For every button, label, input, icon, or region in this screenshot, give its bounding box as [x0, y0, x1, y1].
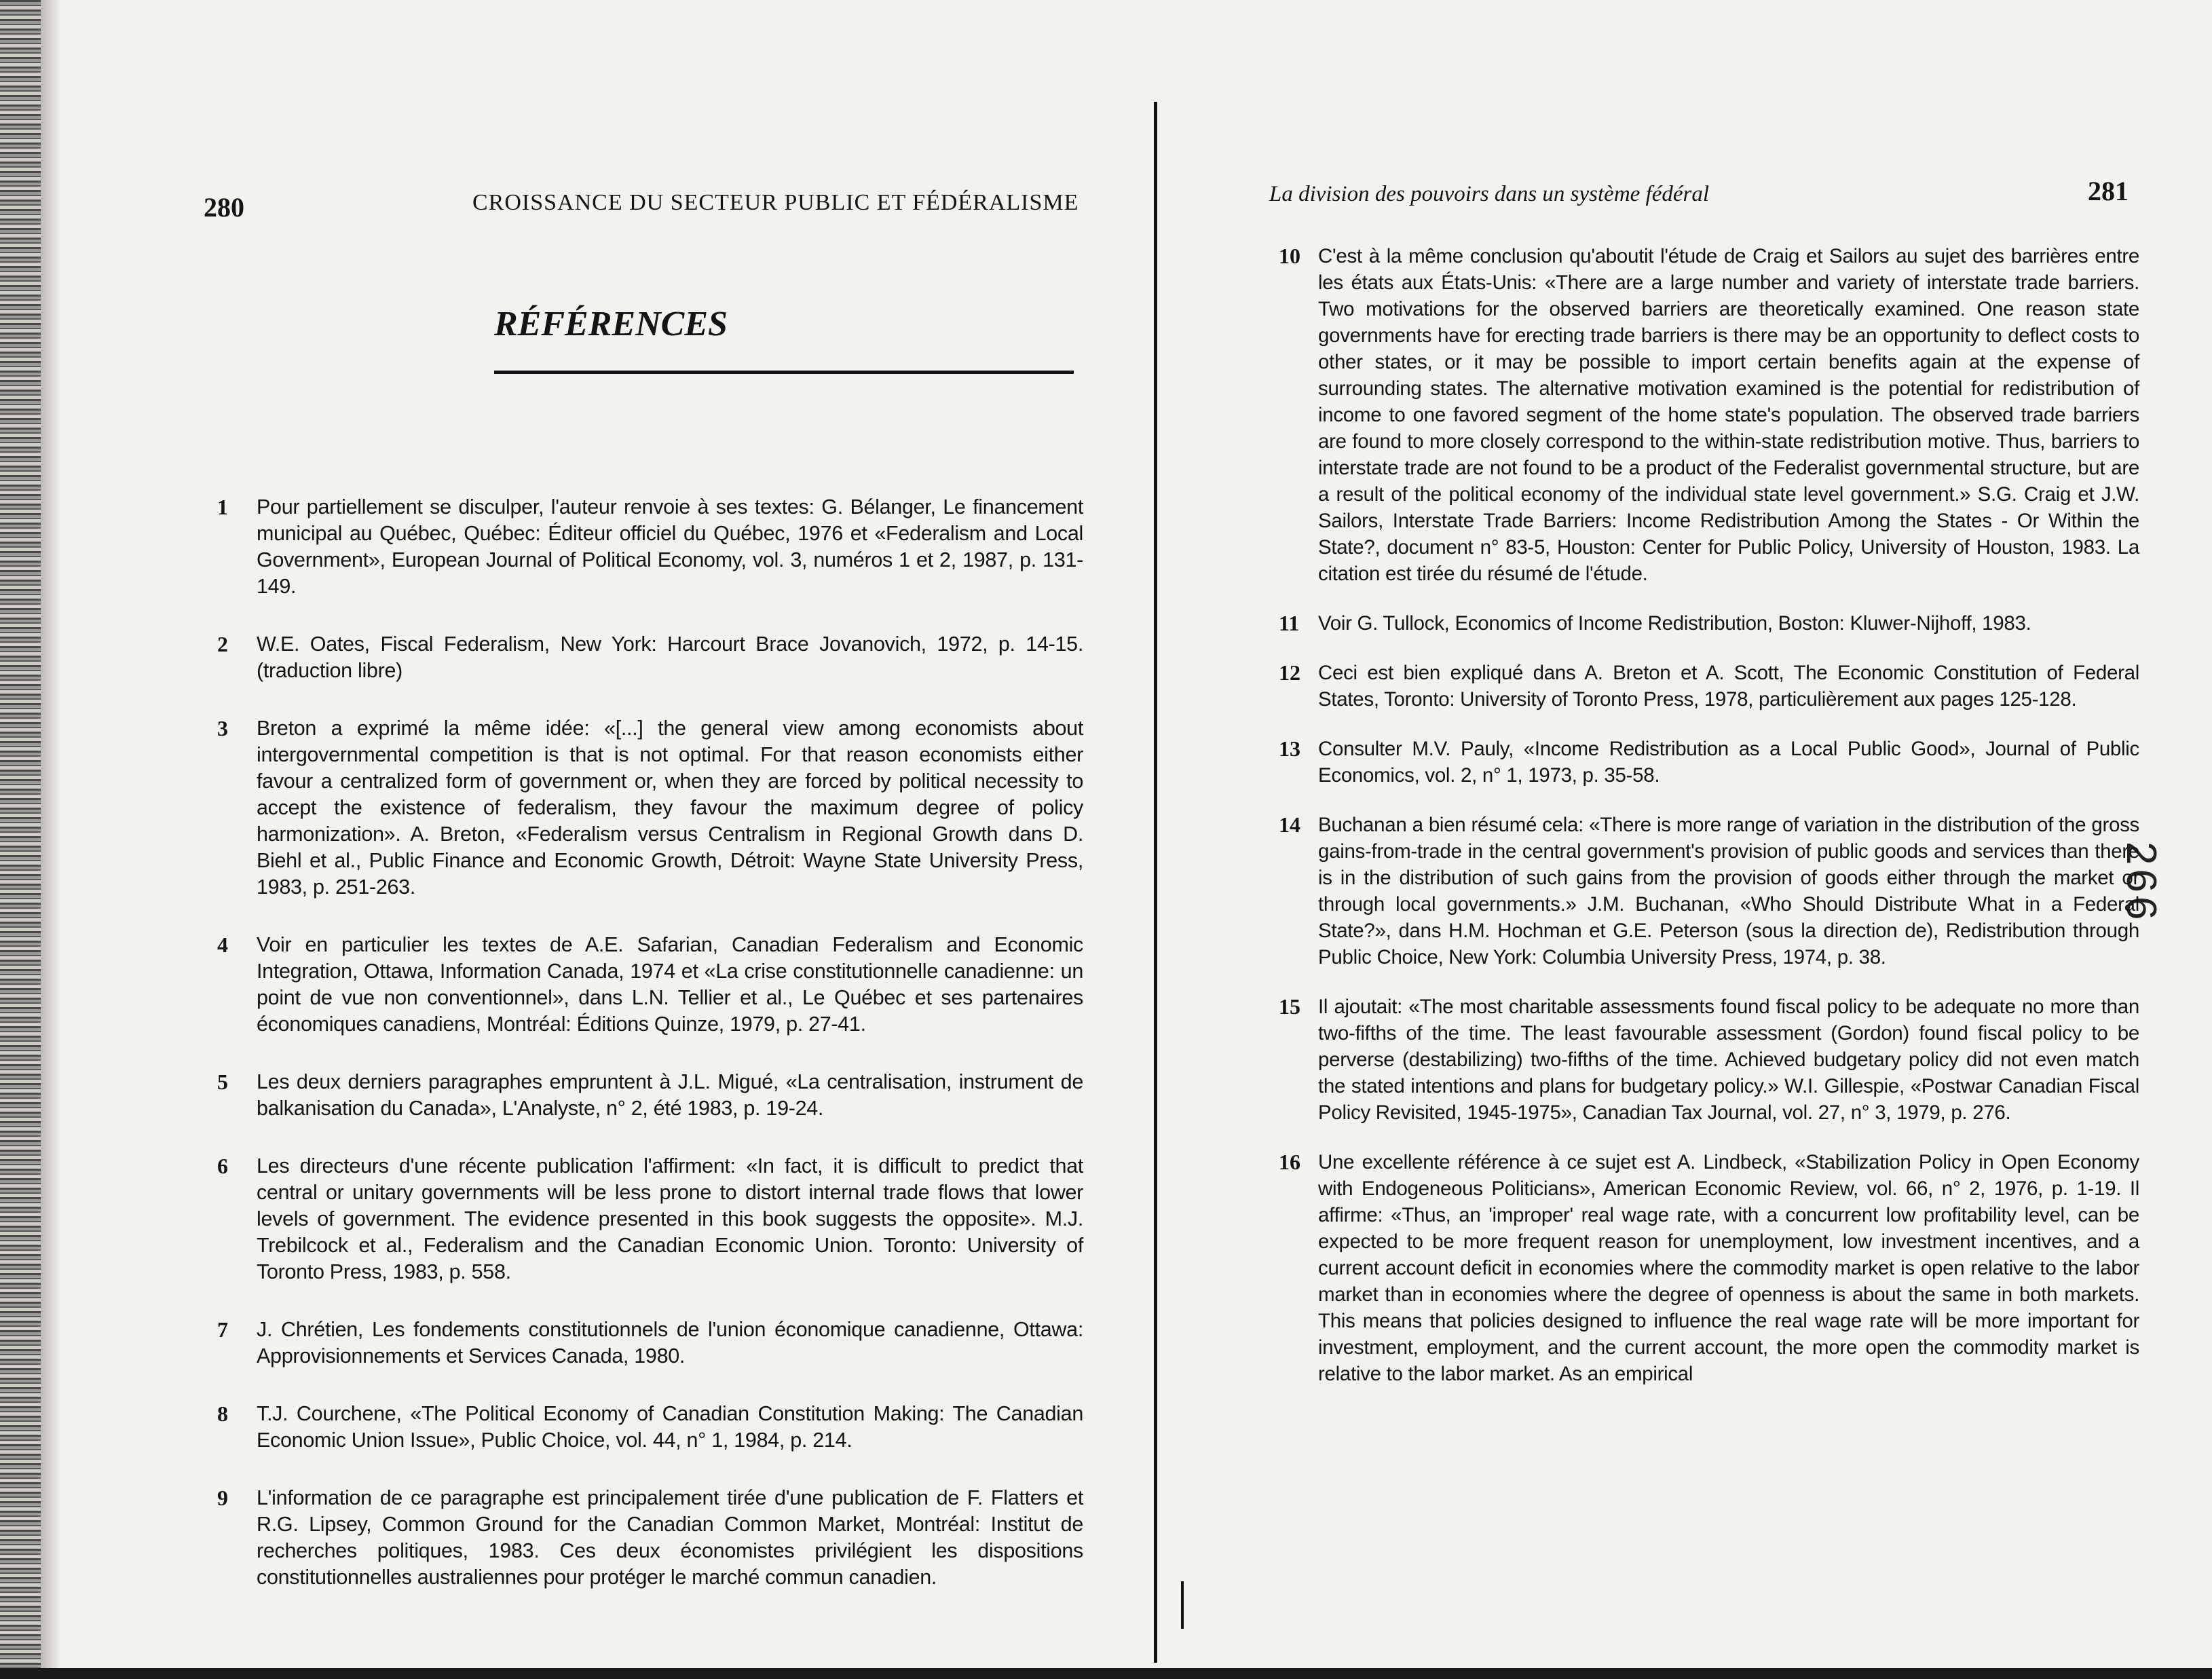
reference-number: 10: [1279, 244, 1300, 268]
book-spine-gutter: [1154, 102, 1157, 1663]
right-page-number: 281: [2088, 176, 2129, 206]
reference-item: [1279, 812, 2139, 970]
scan-bottom-edge: [0, 1668, 2212, 1679]
reference-number: 15: [1279, 994, 1300, 1019]
reference-text: W.E. Oates, Fiscal Federalism, New York: Harcourt Brace Jovanovich, 1972, p. 14-15. (traduction libre): [257, 633, 1083, 682]
reference-number: 5: [217, 1070, 228, 1094]
reference-number: 11: [1279, 611, 1300, 635]
reference-number: 12: [1279, 660, 1300, 685]
left-reference-list: [217, 494, 1083, 1591]
reference-text: T.J. Courchene, «The Political Economy of Canadian Constitution Making: The Canadian Economic Union Issue», Public Choice, vol. 44, n° 1, 1984, p. 214.: [257, 1402, 1083, 1452]
reference-text: Consulter M.V. Pauly, «Income Redistribution as a Local Public Good», Journal of Public Economics, vol. 2, n° 1, 1973, p. 35-58.: [1318, 738, 2139, 787]
gutter-mark: [1181, 1581, 1184, 1629]
reference-number: 9: [217, 1486, 228, 1510]
reference-item: [217, 932, 1083, 1038]
title-rule: [494, 371, 1074, 374]
reference-text: Pour partiellement se disculper, l'auteur renvoie à ses textes: G. Bélanger, Le financement municipal au Québec, Québec: Éditeur officiel du Québec, 1976 et «Federalism and Local Government», European Journal of Political Economy, vol. 3, numéros 1 et 2, 1987, p. 131-149.: [257, 495, 1083, 598]
binding-shadow: [41, 0, 61, 1679]
reference-text: Les directeurs d'une récente publication l'affirment: «In fact, it is difficult to predict that central or unitary governments will be less prone to distort internal trade flows that lower levels of government. The evidence presented in this book suggests the opposite». M.J. Trebilcock et al., Federalism and the Canadian Economic Union. Toronto: University of Toronto Press, 1983, p. 558.: [257, 1154, 1083, 1283]
right-reference-list: [1279, 243, 2139, 1387]
reference-text: Voir G. Tullock, Economics of Income Redistribution, Boston: Kluwer-Nijhoff, 1983.: [1318, 612, 2031, 635]
reference-item: [1279, 994, 2139, 1126]
reference-text: Il ajoutait: «The most charitable assessments found fiscal policy to be adequate no more than two-fifths of the time. The least favourable assessment (Gordon) found fiscal policy to be perverse (destabilizing) two-fifths of the time. Achieved budgetary policy did not even match the stated intentions and plans for budgetary policy.» W.I. Gillespie, «Postwar Canadian Fiscal Policy Revisited, 1945-1975», Canadian Tax Journal, vol. 27, n° 3, 1979, p. 276.: [1318, 996, 2139, 1124]
reference-number: 14: [1279, 812, 1300, 837]
reference-item: [217, 715, 1083, 901]
reference-text: Buchanan a bien résumé cela: «There is more range of variation in the distribution of the gross gains-from-trade in the central government's provision of public goods and services than there is in the distribution of such gains from the provision of goods either through the market or through local governments.» J.M. Buchanan, «Who Should Distribute What in a Federal State?», dans H.M. Hochman et G.E. Peterson (sous la direction de), Redistribution through Public Choice, New York: Columbia University Press, 1974, p. 38.: [1318, 814, 2139, 968]
reference-item: [217, 1153, 1083, 1285]
section-title: RÉFÉRENCES: [494, 305, 728, 343]
reference-number: 8: [217, 1401, 228, 1426]
reference-item: [217, 1069, 1083, 1122]
reference-item: [1279, 1149, 2139, 1387]
left-page-number: 280: [204, 192, 244, 223]
reference-item: [1279, 660, 2139, 713]
reference-text: L'information de ce paragraphe est principalement tirée d'une publication de F. Flatters et R.G. Lipsey, Common Ground for the Canadian Common Market, Montréal: Institut de recherches politiques, 1983. Ces deux économistes privilégient les dispositions constitutionnelles australiennes pour protéger le marché commun canadien.: [257, 1486, 1083, 1589]
reference-item: [217, 494, 1083, 600]
reference-text: Ceci est bien expliqué dans A. Breton et A. Scott, The Economic Constitution of Federal States, Toronto: University of Toronto Press, 1978, particulièrement aux pages 125-128.: [1318, 662, 2139, 711]
book-binding-edge: [0, 0, 41, 1679]
reference-number: 4: [217, 932, 228, 957]
reference-number: 1: [217, 495, 228, 519]
reference-item: [217, 1317, 1083, 1370]
reference-text: Une excellente référence à ce sujet est A. Lindbeck, «Stabilization Policy in Open Economy with Endogeneous Politicians», American Economic Review, vol. 66, n° 2, 1976, p. 1-19. Il affirme: «Thus, an 'improper' real wage rate, with a concurrent low profitability level, can be expected to be more frequent reason for unemployment, low investment incentives, and a current account deficit in economies where the commodity market is open relative to the labor market than in economies where the degree of openness is about the same in both markets. This means that policies designed to influence the real wage rate will be more important for investment, employment, and the current account, the more open the commodity market is relative to the labor market. As an empirical: [1318, 1151, 2139, 1385]
reference-item: [217, 631, 1083, 684]
left-running-head: CROISSANCE DU SECTEUR PUBLIC ET FÉDÉRALISME: [472, 190, 1079, 215]
reference-number: 3: [217, 716, 228, 740]
reference-text: Les deux derniers paragraphes empruntent à J.L. Migué, «La centralisation, instrument de balkanisation du Canada», L'Analyste, n° 2, été 1983, p. 19-24.: [257, 1070, 1083, 1120]
right-running-head: La division des pouvoirs dans un système fédéral: [1269, 182, 1710, 206]
side-stamp-number: 266: [2118, 842, 2164, 924]
reference-number: 6: [217, 1154, 228, 1178]
reference-number: 13: [1279, 736, 1300, 761]
reference-item: [217, 1401, 1083, 1454]
reference-item: [217, 1485, 1083, 1591]
reference-item: [1279, 243, 2139, 587]
reference-number: 16: [1279, 1150, 1300, 1174]
reference-number: 7: [217, 1317, 228, 1342]
reference-item: [1279, 610, 2139, 637]
reference-text: J. Chrétien, Les fondements constitutionnels de l'union économique canadienne, Ottawa: Approvisionnements et Services Canada, 1980.: [257, 1318, 1083, 1367]
reference-item: [1279, 736, 2139, 789]
reference-number: 2: [217, 632, 228, 656]
reference-text: Voir en particulier les textes de A.E. Safarian, Canadian Federalism and Economic Integration, Ottawa, Information Canada, 1974 et «La crise constitutionnelle canadienne: un point de vue non conventionnel», dans L.N. Tellier et al., Le Québec et ses partenaires économiques canadiens, Montréal: Éditions Quinze, 1979, p. 27-41.: [257, 933, 1083, 1036]
reference-text: Breton a exprimé la même idée: «[...] the general view among economists about intergovernmental competition is that is not optimal. For that reason economists either favour a centralized form of government or, when they are forced by political necessity to accept the existence of federalism, they favour the maximum degree of policy harmonization». A. Breton, «Federalism versus Centralism in Regional Growth dans D. Biehl et al., Public Finance and Economic Growth, Détroit: Wayne State University Press, 1983, p. 251-263.: [257, 717, 1083, 899]
reference-text: C'est à la même conclusion qu'aboutit l'étude de Craig et Sailors au sujet des barrières entre les états aux États-Unis: «There are a large number and variety of interstate trade barriers. Two motivations for the observed barriers are theoretically examined. One reason state governments have for erecting trade barriers is there may be an opportunity to deflect costs to other states, or it may be possible to import certain benefits again at the expense of surrounding states. The alternative motivation examined is the potential for redistribution of income to one favored segment of the home state's population. The observed trade barriers are found to more closely correspond to the within-state redistribution motive. Thus, barriers to interstate trade are not found to be a product of the Federalist governmental structure, but are a result of the political economy of the individual state level government.» S.G. Craig et J.W. Sailors, Interstate Trade Barriers: Income Redistribution Among the States - Or Within the State?, document n° 83-5, Houston: Center for Public Policy, University of Houston, 1983. La citation est tirée du résumé de l'étude.: [1318, 245, 2139, 585]
